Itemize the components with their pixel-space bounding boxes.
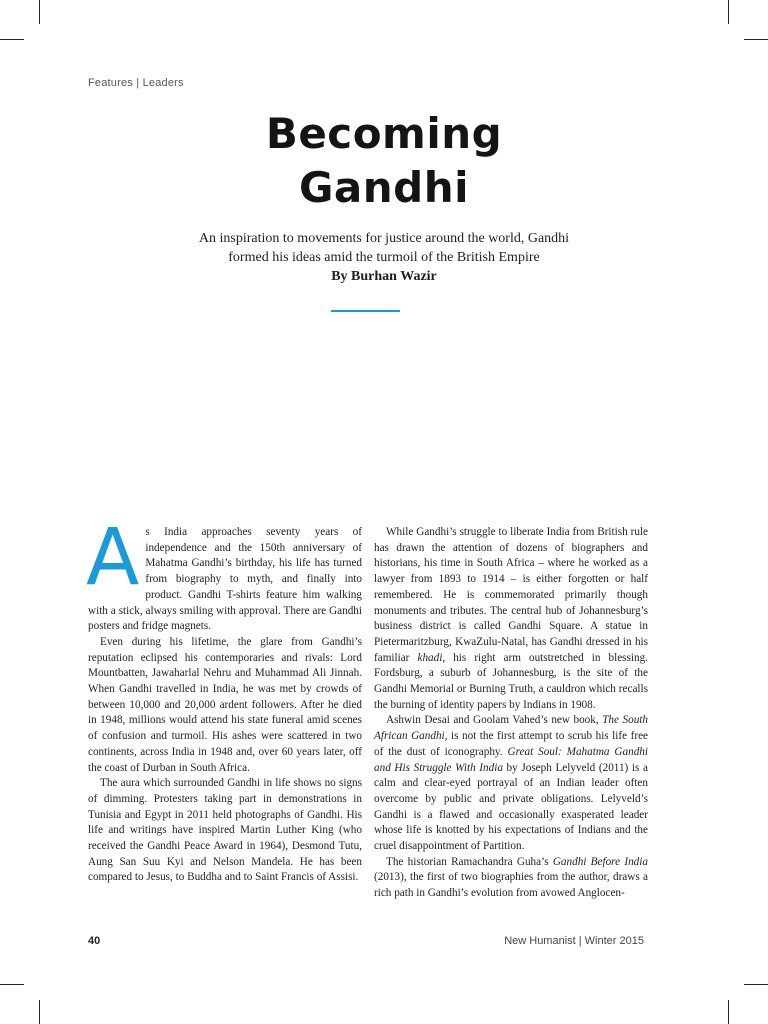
paragraph: The aura which surrounded Gandhi in life shows no signs of dimming. Protesters taking part in demonstrations in Tunisia and Egypt in 2011 held photographs of Gandhi. His life and writings have inspired Martin Luther King (who received the Gandhi Peace Award in 1964), Desmond Tutu, Aung San Suu Kyi and Nelson Mandela. He has been compared to Jesus, to Buddha and to Saint Francis of Assisi. — [88, 777, 362, 884]
italic-term: khadi — [417, 651, 443, 664]
paragraph-text: While Gandhi’s struggle to liberate India from British rule has drawn the attention of dozens of biographers and historians, his time in South Africa – where he worked as a lawyer from 1893 to 1914 – is either forgotten or half remembered. He is commemorated primarily though monuments and tributes. The central hub of Johannesburg’s business district is called Gandhi Square. A statue in Pietermaritzburg, KwaZulu-Natal, has Gandhi dressed in his familiar — [374, 526, 648, 664]
paragraph — [86, 513, 362, 635]
paragraph — [374, 525, 648, 713]
crop-mark — [39, 0, 40, 24]
paragraph-text: The historian Ramachandra Guha’s — [386, 855, 553, 868]
title-line-2: Gandhi — [298, 163, 470, 212]
book-title: Great Soul: Mahatma Gandhi and His Struggle With India — [374, 745, 648, 774]
book-title: The South African Gandhi, — [374, 714, 648, 743]
accent-rule — [331, 310, 400, 312]
paragraph — [374, 855, 648, 902]
crop-mark — [744, 984, 768, 985]
article-column-left — [86, 513, 362, 886]
book-title: Gandhi Before India — [552, 855, 648, 868]
crop-mark — [0, 39, 24, 40]
paragraph-text: by Joseph Lelyveld (2011) is a calm and clear-eyed portrayal of an Indian leader often overcome by public and private obligations. Lelyveld’s Gandhi is a flawed and occasionally exasperated leader whose life is knotted by his expectations of Indians and the cruel disappointment of Partition. — [374, 761, 648, 853]
article-title — [0, 107, 768, 215]
paragraph-text: Ashwin Desai and Goolam Vahed’s new book, — [386, 714, 603, 727]
drop-cap: A — [86, 513, 140, 603]
crop-mark — [0, 984, 24, 985]
publication-footer: New Humanist | Winter 2015 — [504, 935, 644, 947]
title-line-1: Becoming — [265, 109, 503, 158]
crop-mark — [728, 1000, 729, 1024]
crop-mark — [744, 39, 768, 40]
paragraph-text: , his right arm outstretched in blessing. Fordsburg, a suburb of Johannesburg, is the site of the Gandhi Memorial or Burning Truth, a cauldron which recalls the burning of identity papers by Indians in 1908. — [374, 651, 648, 711]
section-tag: Features | Leaders — [88, 77, 184, 89]
page-number: 40 — [88, 935, 101, 947]
paragraph: Even during his lifetime, the glare from Gandhi’s reputation eclipsed his contemporaries and rivals: Lord Mountbatten, Jawaharlal Nehru and Muhammad Ali Jinnah. When Gandhi travelled in India, he was met by crowds of between 10,000 and 20,000 ardent followers. After he died in 1948, millions would attend his state funeral amid scenes of confusion and turmoil. His ashes were scattered in two continents, across India in 1948 and, over 60 years later, off the coast of Durban in South Africa. — [88, 635, 362, 774]
standfirst — [184, 229, 584, 286]
paragraph-text: s India approaches seventy years of independence and the 150th anniversary of Mahatma Gandhi’s birthday, his life has turned from biography to myth, and finally into product. Gandhi T-shirts feature him walking with a stick, always smiling with approval. There are Gandhi posters and fridge magnets. — [88, 526, 362, 633]
byline: By Burhan Wazir — [331, 269, 437, 284]
paragraph-text: is not the first attempt to scrub his life free of the dust of iconography. — [374, 730, 649, 758]
paragraph — [374, 713, 648, 854]
paragraph-text: (2013), the first of two biographies from the author, draws a rich path in Gandhi’s evolution from avowed Anglocen- — [374, 871, 648, 900]
crop-mark — [728, 0, 729, 24]
article-column-right — [374, 525, 648, 902]
crop-mark — [39, 1000, 40, 1024]
standfirst-text: An inspiration to movements for justice around the world, Gandhi formed his ideas amid the turmoil of the British Empire — [198, 231, 570, 265]
